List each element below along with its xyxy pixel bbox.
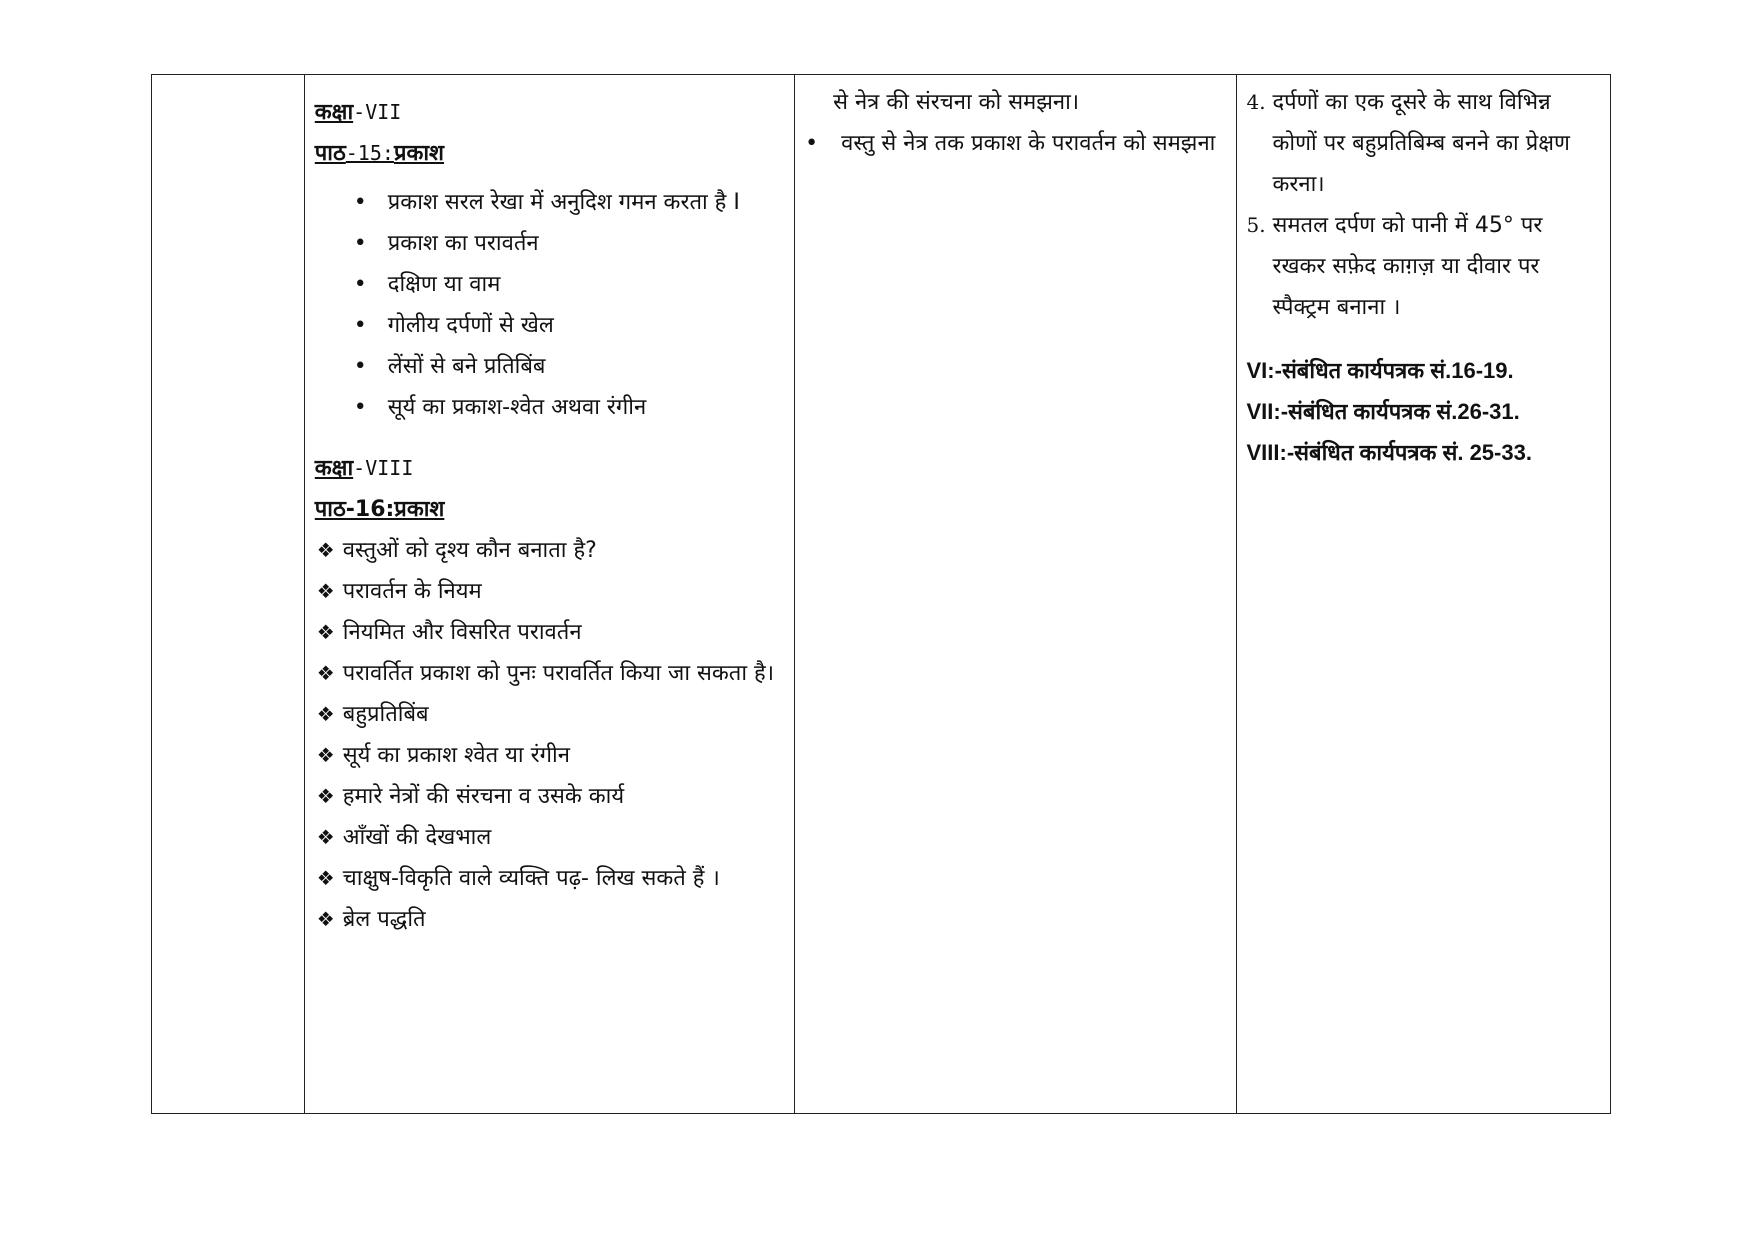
table-cell-topics xyxy=(305,75,795,1113)
list-item xyxy=(315,387,794,428)
list-item-text: परावर्तन के नियम xyxy=(342,579,482,604)
list-item xyxy=(315,305,794,346)
diamond-bullet-icon: ❖ xyxy=(316,743,335,767)
list-item-text: लेंसों से बने प्रतिबिंब xyxy=(387,354,546,379)
list-item-text: वस्तुओं को दृश्य कौन बनाता है? xyxy=(342,538,597,563)
table-cell-objectives xyxy=(795,75,1236,1113)
diamond-bullet-icon: ❖ xyxy=(316,702,335,726)
list-item xyxy=(315,776,794,817)
list-item xyxy=(315,612,794,653)
list-item-text: दक्षिण या वाम xyxy=(387,272,501,297)
table-cell-activities xyxy=(1237,75,1610,1113)
bullet-icon: • xyxy=(805,131,819,156)
bullet-icon: • xyxy=(353,313,367,338)
worksheet-references xyxy=(1247,350,1610,473)
lesson-15-heading: पाठ-15:प्रकाश xyxy=(314,141,445,166)
diamond-bullet-icon: ❖ xyxy=(316,907,335,931)
list-item-text: बहुप्रतिबिंब xyxy=(342,702,429,727)
bullet-icon: • xyxy=(353,395,367,420)
diamond-bullet-icon: ❖ xyxy=(316,620,335,644)
objective-continuation: से नेत्र की संरचना को समझना। xyxy=(833,90,1080,115)
diamond-bullet-icon: ❖ xyxy=(316,538,335,562)
list-item xyxy=(315,223,794,264)
objective-list xyxy=(805,123,1235,164)
list-item-text: चाक्षुष-विकृति वाले व्यक्ति पढ़- लिख सकते हैं । xyxy=(342,866,720,891)
diamond-bullet-icon: ❖ xyxy=(316,661,335,685)
list-item-text: नियमित और विसरित परावर्तन xyxy=(342,620,582,645)
list-item-text: परावर्तित प्रकाश को पुनः परावर्तित किया जा सकता है। xyxy=(342,661,775,686)
worksheet-reference: VI:-संबंधित कार्यपत्रक सं.16-19. xyxy=(1246,358,1514,383)
list-item xyxy=(315,899,794,940)
list-item xyxy=(805,123,1235,164)
bullet-icon: • xyxy=(353,190,367,215)
activity-text: समतल दर्पण को पानी में 45° पर रखकर सफ़ेद काग़ज़ या दीवार पर स्पैक्ट्रम बनाना । xyxy=(1272,213,1543,320)
diamond-bullet-icon: ❖ xyxy=(316,825,335,849)
bullet-icon: • xyxy=(353,354,367,379)
worksheet-reference: VII:-संबंधित कार्यपत्रक सं.26-31. xyxy=(1246,399,1520,424)
list-item xyxy=(315,735,794,776)
lesson-16-topic-list xyxy=(315,530,794,940)
list-item xyxy=(315,858,794,899)
bullet-icon: • xyxy=(353,272,367,297)
list-item-text: वस्तु से नेत्र तक प्रकाश के परावर्तन को समझना xyxy=(841,131,1216,156)
class-8-heading: कक्षा-VIII xyxy=(314,456,414,481)
worksheet-reference: VIII:-संबंधित कार्यपत्रक सं. 25-33. xyxy=(1246,440,1532,465)
table-cell-empty xyxy=(152,75,305,1113)
list-item-text: सूर्य का प्रकाश श्वेत या रंगीन xyxy=(342,743,570,768)
lesson-16-heading: पाठ-16:प्रकाश xyxy=(314,497,445,522)
bullet-icon: • xyxy=(353,231,367,256)
activity-number: 4. xyxy=(1246,90,1266,114)
list-item-text: ब्रेल पद्धति xyxy=(342,907,426,932)
list-item-text: सूर्य का प्रकाश-श्वेत अथवा रंगीन xyxy=(387,395,647,420)
list-item-text: गोलीय दर्पणों से खेल xyxy=(387,313,554,338)
list-item-text: आँखों की देखभाल xyxy=(342,825,492,850)
list-item xyxy=(315,571,794,612)
list-item xyxy=(315,346,794,387)
class-7-heading: कक्षा-VII xyxy=(314,100,402,125)
list-item xyxy=(315,817,794,858)
list-item-text: प्रकाश का परावर्तन xyxy=(387,231,539,256)
list-item xyxy=(315,182,794,223)
curriculum-table xyxy=(151,74,1611,1114)
list-item xyxy=(315,653,794,694)
list-item xyxy=(315,264,794,305)
activity-item xyxy=(1247,82,1610,205)
list-item xyxy=(315,694,794,735)
activity-number: 5. xyxy=(1246,213,1266,237)
lesson-15-topic-list xyxy=(315,182,794,428)
diamond-bullet-icon: ❖ xyxy=(316,784,335,808)
activity-list xyxy=(1247,82,1610,328)
list-item-text: प्रकाश सरल रेखा में अनुदिश गमन करता है I xyxy=(387,190,740,215)
diamond-bullet-icon: ❖ xyxy=(316,579,335,603)
diamond-bullet-icon: ❖ xyxy=(316,866,335,890)
activity-text: दर्पणों का एक दूसरे के साथ विभिन्न कोणों पर बहुप्रतिबिम्ब बनने का प्रेक्षण करना। xyxy=(1272,90,1570,197)
list-item xyxy=(315,530,794,571)
activity-item xyxy=(1247,205,1610,328)
list-item-text: हमारे नेत्रों की संरचना व उसके कार्य xyxy=(342,784,625,809)
